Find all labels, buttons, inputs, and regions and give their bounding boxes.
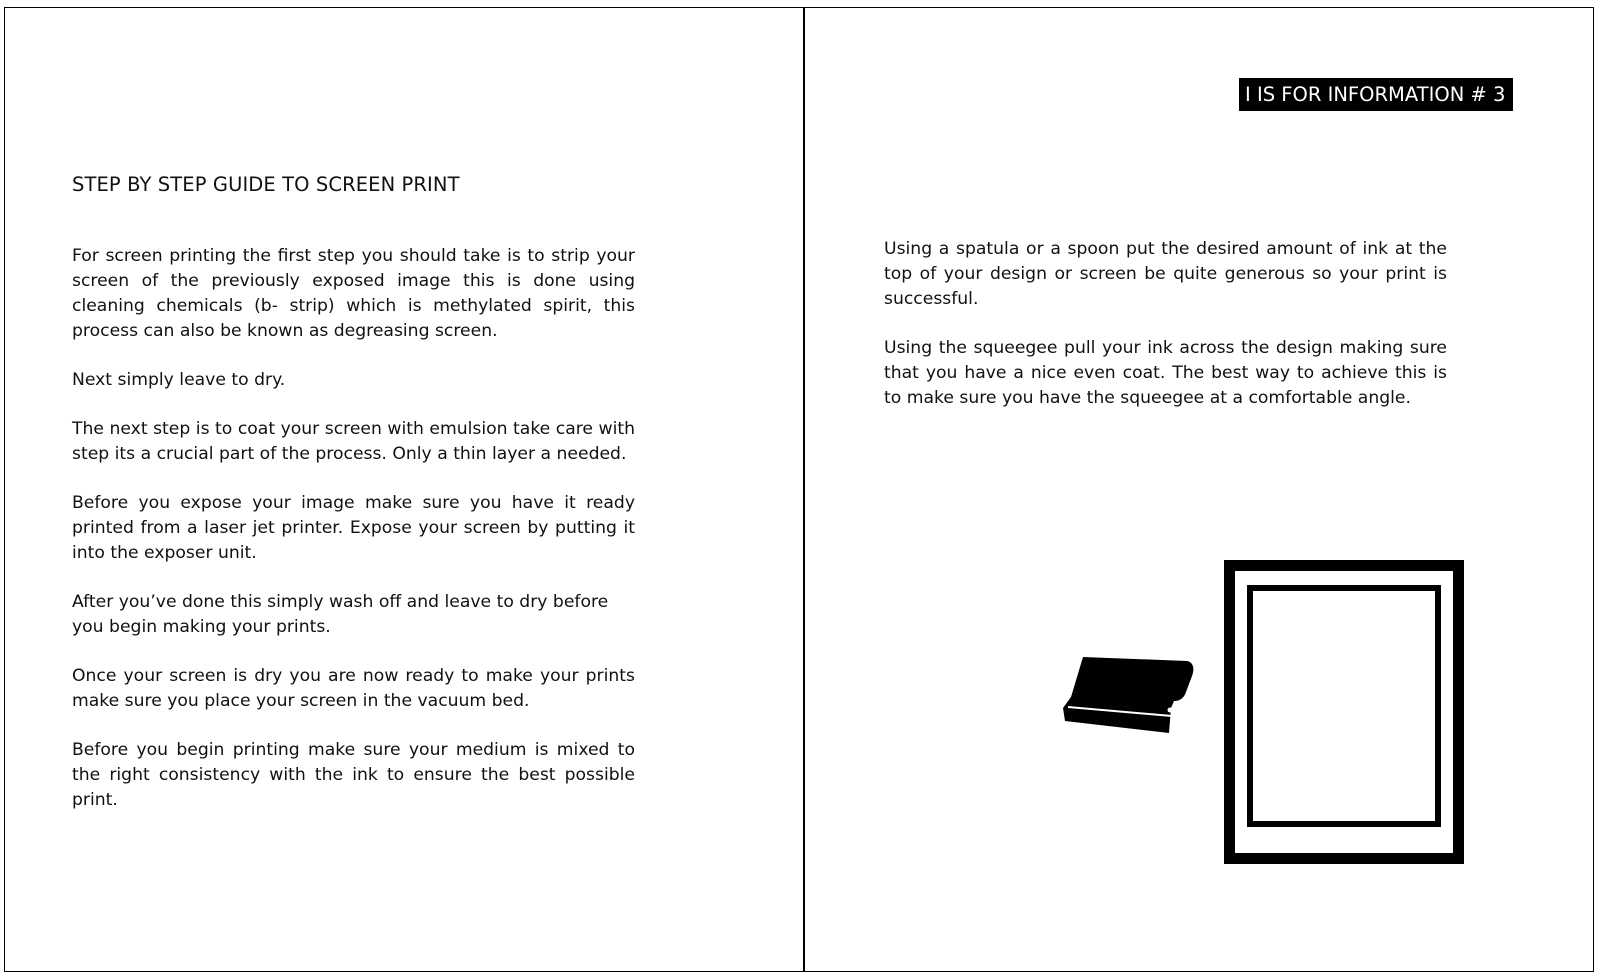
right-page: [805, 8, 1595, 971]
left-page: [5, 8, 803, 971]
paragraph-strip-screen: For screen printing the first step you should take is to strip your screen of the previously exposed image this is done using cleaning chemicals (b- strip) which is methylated spirit, this process can also be known as degreasing screen.: [72, 246, 635, 341]
right-page-body: [884, 237, 1447, 435]
book-spread: [4, 7, 1594, 972]
screen-mesh-panel: [1247, 585, 1441, 827]
paragraph-apply-ink: Using a spatula or a spoon put the desired amount of ink at the top of your design or screen be quite generous so your print is successful.: [884, 239, 1447, 309]
page-title: STEP BY STEP GUIDE TO SCREEN PRINT: [72, 173, 460, 196]
squeegee-icon: [1059, 652, 1197, 738]
paragraph-pull-squeegee: Using the squeegee pull your ink across the design making sure that you have a nice even coat. The best way to achieve this is to make sure you have the squeegee at a comfortable angle.: [884, 338, 1447, 408]
paragraph-wash-off: After you’ve done this simply wash off and leave to dry before you begin making your prints.: [72, 592, 609, 637]
paragraph-coat-emulsion: The next step is to coat your screen with emulsion take care with step its a crucial part of the process. Only a thin layer a needed.: [72, 419, 635, 464]
screen-frame-icon: [1224, 560, 1464, 864]
paragraph-expose-image: Before you expose your image make sure you have it ready printed from a laser jet printer. Expose your screen by putting it into the exposer unit.: [72, 493, 635, 563]
paragraph-mix-medium: Before you begin printing make sure your medium is mixed to the right consistency with the ink to ensure the best possible print.: [72, 740, 635, 810]
paragraph-leave-to-dry: Next simply leave to dry.: [72, 370, 286, 390]
paragraph-vacuum-bed: Once your screen is dry you are now ready to make your prints make sure you place your screen in the vacuum bed.: [72, 666, 635, 711]
section-badge: I IS FOR INFORMATION # 3: [1239, 78, 1513, 111]
left-page-body: [72, 244, 635, 837]
